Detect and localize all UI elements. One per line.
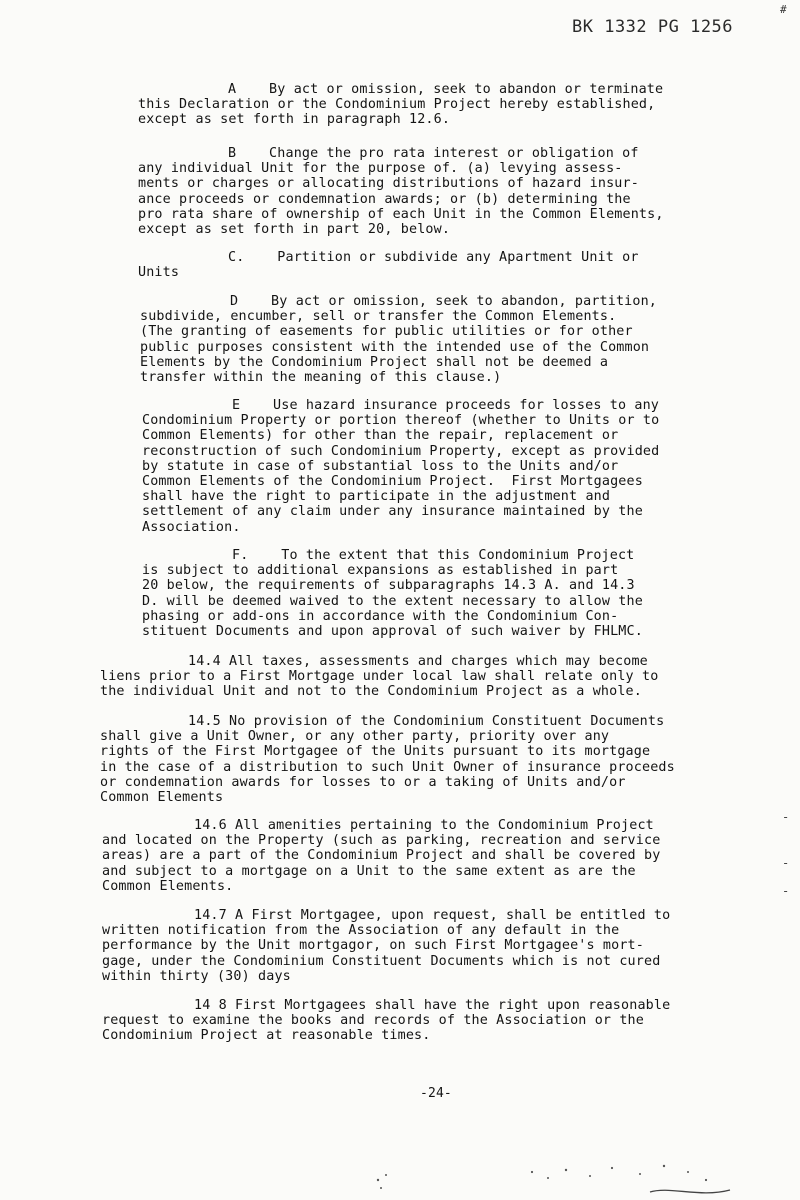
- text-line: subdivide, encumber, sell or transfer the Common Elements.: [140, 309, 617, 325]
- text-line: in the case of a distribution to such Unit Owner of insurance proceeds: [100, 759, 675, 775]
- text-line: Common Elements.: [102, 878, 234, 894]
- text-line: within thirty (30) days: [102, 968, 291, 984]
- text-line: is subject to additional expansions as established in part: [142, 563, 619, 579]
- section-14-4: [100, 654, 720, 700]
- text-line: F. To the extent that this Condominium Project: [232, 548, 635, 563]
- text-line: areas) are a part of the Condominium Project and shall be covered by: [102, 848, 661, 864]
- subparagraph-e: [142, 398, 722, 535]
- margin-mark: -: [782, 884, 790, 898]
- corner-mark: #: [780, 3, 787, 16]
- text-line: gage, under the Condominium Constituent Documents which is not cured: [102, 953, 661, 969]
- text-line: ance proceeds or condemnation awards; or (b) determining the: [138, 191, 631, 207]
- margin-mark: -: [782, 856, 790, 870]
- text-line: performance by the Unit mortgagor, on such First Mortgagee's mort-: [102, 938, 644, 954]
- text-line: Common Elements) for other than the repair, replacement or: [142, 428, 619, 444]
- text-line: written notification from the Association of any default in the: [102, 923, 620, 939]
- text-line: except as set forth in part 20, below.: [138, 222, 451, 238]
- text-line: pro rata share of ownership of each Unit in the Common Elements,: [138, 206, 664, 222]
- text-line: Common Elements of the Condominium Project. First Mortgagees: [142, 474, 643, 490]
- book-page-stamp: BK 1332 PG 1256: [572, 17, 734, 37]
- text-line: phasing or add-ons in accordance with the Condominium Con-: [142, 608, 619, 624]
- section-14-5: [100, 714, 740, 805]
- text-line: 14.4 All taxes, assessments and charges which may become: [188, 654, 648, 669]
- text-line: 20 below, the requirements of subparagraphs 14.3 A. and 14.3: [142, 578, 635, 594]
- section-14-7: [102, 908, 722, 984]
- text-line: Association.: [142, 519, 241, 535]
- text-line: 14.6 All amenities pertaining to the Condominium Project: [194, 818, 654, 833]
- text-line: Elements by the Condominium Project shall not be deemed a: [140, 354, 609, 370]
- text-line: shall have the right to participate in the adjustment and: [142, 489, 611, 505]
- text-line: request to examine the books and records of the Association or the: [102, 1013, 644, 1029]
- text-line: shall give a Unit Owner, or any other party, priority over any: [100, 729, 610, 745]
- text-line: rights of the First Mortgagee of the Units pursuant to its mortgage: [100, 744, 651, 760]
- page-number: -24-: [420, 1086, 452, 1101]
- text-line: the individual Unit and not to the Condominium Project as a whole.: [100, 684, 642, 700]
- subparagraph-b: [138, 146, 718, 237]
- margin-mark: -: [782, 810, 790, 824]
- text-line: Condominium Property or portion thereof (whether to Units or to: [142, 413, 660, 429]
- text-line: by statute in case of substantial loss to the Units and/or: [142, 458, 619, 474]
- text-line: ments or charges or allocating distributions of hazard insur-: [138, 176, 639, 192]
- text-line: transfer within the meaning of this clause.): [140, 370, 502, 386]
- text-line: E Use hazard insurance proceeds for losses to any: [232, 398, 660, 413]
- text-line: and located on the Property (such as parking, recreation and service: [102, 833, 661, 849]
- section-14-8: [102, 998, 722, 1044]
- text-line: Units: [138, 265, 180, 281]
- subparagraph-d: [140, 294, 720, 385]
- text-line: 14.5 No provision of the Condominium Constituent Documents: [188, 714, 665, 729]
- text-line: except as set forth in paragraph 12.6.: [138, 112, 451, 128]
- text-line: any individual Unit for the purpose of. (a) levying assess-: [138, 161, 623, 177]
- text-line: Condominium Project at reasonable times.: [102, 1028, 431, 1044]
- subparagraph-a: [138, 82, 718, 128]
- text-line: liens prior to a First Mortgage under local law shall relate only to: [100, 669, 659, 685]
- text-line: 14 8 First Mortgagees shall have the right upon reasonable: [194, 998, 671, 1013]
- text-line: or condemnation awards for losses to or a taking of Units and/or: [100, 774, 626, 790]
- text-line: C. Partition or subdivide any Apartment Unit or: [228, 250, 639, 265]
- text-line: stituent Documents and upon approval of such waiver by FHLMC.: [142, 624, 643, 640]
- subparagraph-c: [138, 250, 718, 280]
- section-14-6: [102, 818, 722, 894]
- text-line: settlement of any claim under any insurance maintained by the: [142, 504, 643, 520]
- text-line: (The granting of easements for public utilities or for other: [140, 324, 633, 340]
- text-line: and subject to a mortgage on a Unit to the same extent as are the: [102, 863, 636, 879]
- text-line: Common Elements: [100, 790, 224, 806]
- text-line: this Declaration or the Condominium Project hereby established,: [138, 97, 656, 113]
- text-line: reconstruction of such Condominium Property, except as provided: [142, 443, 660, 459]
- text-line: public purposes consistent with the intended use of the Common: [140, 339, 650, 355]
- text-line: B Change the pro rata interest or obligation of: [228, 146, 639, 161]
- text-line: D By act or omission, seek to abandon, partition,: [230, 294, 658, 309]
- text-line: 14.7 A First Mortgagee, upon request, shall be entitled to: [194, 908, 671, 923]
- subparagraph-f: [142, 548, 722, 639]
- text-line: A By act or omission, seek to abandon or terminate: [228, 82, 664, 97]
- text-line: D. will be deemed waived to the extent necessary to allow the: [142, 593, 643, 609]
